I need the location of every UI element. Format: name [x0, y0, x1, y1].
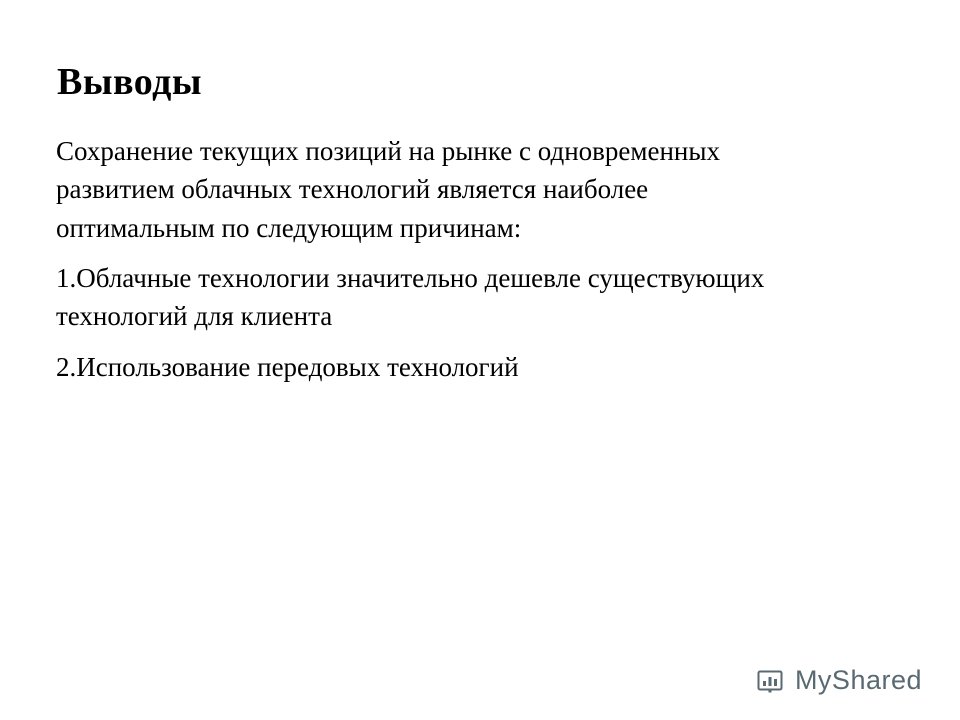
watermark-label: MyShared [794, 665, 922, 695]
slide-body [56, 132, 846, 394]
body-paragraph: Сохранение текущих позиций на рынке с одновременных развитием облачных технологий является наиболее оптимальным по следующим причинам: [56, 136, 720, 243]
list-item: 1.Облачные технологии значительно дешевле существующих технологий для клиента [56, 262, 765, 332]
watermark [755, 665, 922, 696]
page-title: Выводы [57, 61, 203, 103]
presentation-chart-icon [755, 666, 785, 696]
list-item: 2.Использование передовых технологий [56, 351, 519, 382]
